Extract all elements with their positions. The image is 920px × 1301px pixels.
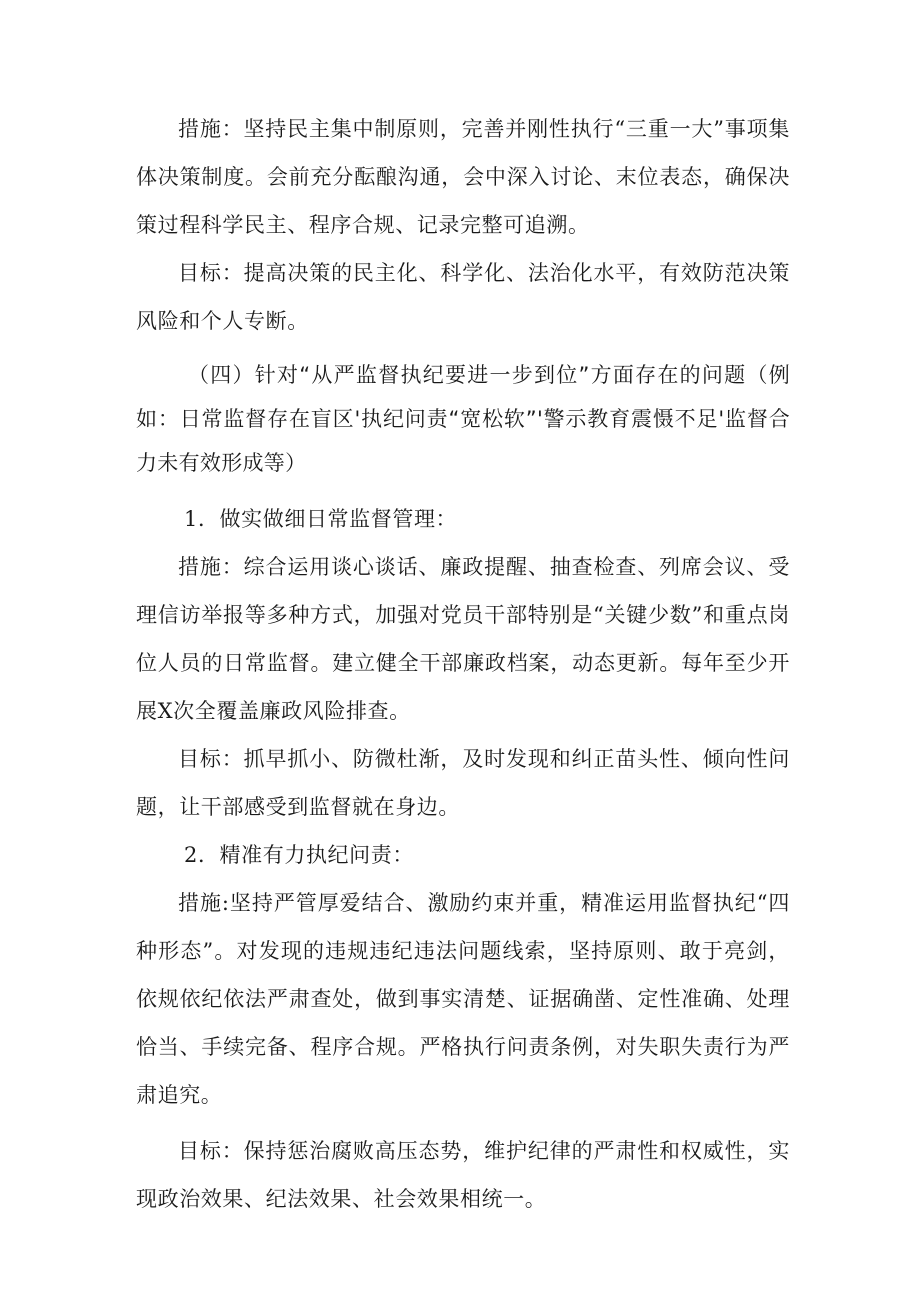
measure-paragraph-decision: 措施：坚持民主集中制原则，完善并刚性执行“三重一大”事项集体决策制度。会前充分酝酿沟通，会中深入讨论、末位表态，确保决策过程科学民主、程序合规、记录完整可追溯。 <box>136 117 790 237</box>
measure-paragraph-supervision: 措施：综合运用谈心谈话、廉政提醒、抽查检查、列席会议、受理信访举报等多种方式，加强对党员干部特别是“关键少数”和重点岗位人员的日常监督。建立健全干部廉政档案，动态更新。每年至少开展X次全覆盖廉政风险排查。 <box>136 555 790 723</box>
goal-paragraph-supervision: 目标：抓早抓小、防微杜渐，及时发现和纠正苗头性、倾向性问题，让干部感受到监督就在身边。 <box>136 747 790 819</box>
goal-paragraph-accountability: 目标：保持惩治腐败高压态势，维护纪律的严肃性和权威性，实现政治效果、纪法效果、社会效果相统一。 <box>136 1139 790 1211</box>
subheading-daily-supervision: 1．做实做细日常监督管理： <box>184 507 458 531</box>
subheading-accountability: 2．精准有力执纪问责： <box>184 843 414 867</box>
measure-paragraph-accountability: 措施:坚持严管厚爱结合、激励约束并重，精准运用监督执纪“四种形态”。对发现的违规违纪违法问题线索，坚持原则、敢于亮剑，依规依纪依法严肃查处，做到事实清楚、证据确凿、定性准确、处理恰当、手续完备、程序合规。严格执行问责条例，对失职失责行为严肃追究。 <box>136 891 790 1107</box>
goal-paragraph-decision: 目标：提高决策的民主化、科学化、法治化水平，有效防范决策风险和个人专断。 <box>136 261 790 333</box>
section-heading-four: （四）针对“从严监督执纪要进一步到位”方面存在的问题（例如：日常监督存在盲区'执纪问责“宽松软”'警示教育震慑不足'监督合力未有效形成等） <box>136 363 790 475</box>
